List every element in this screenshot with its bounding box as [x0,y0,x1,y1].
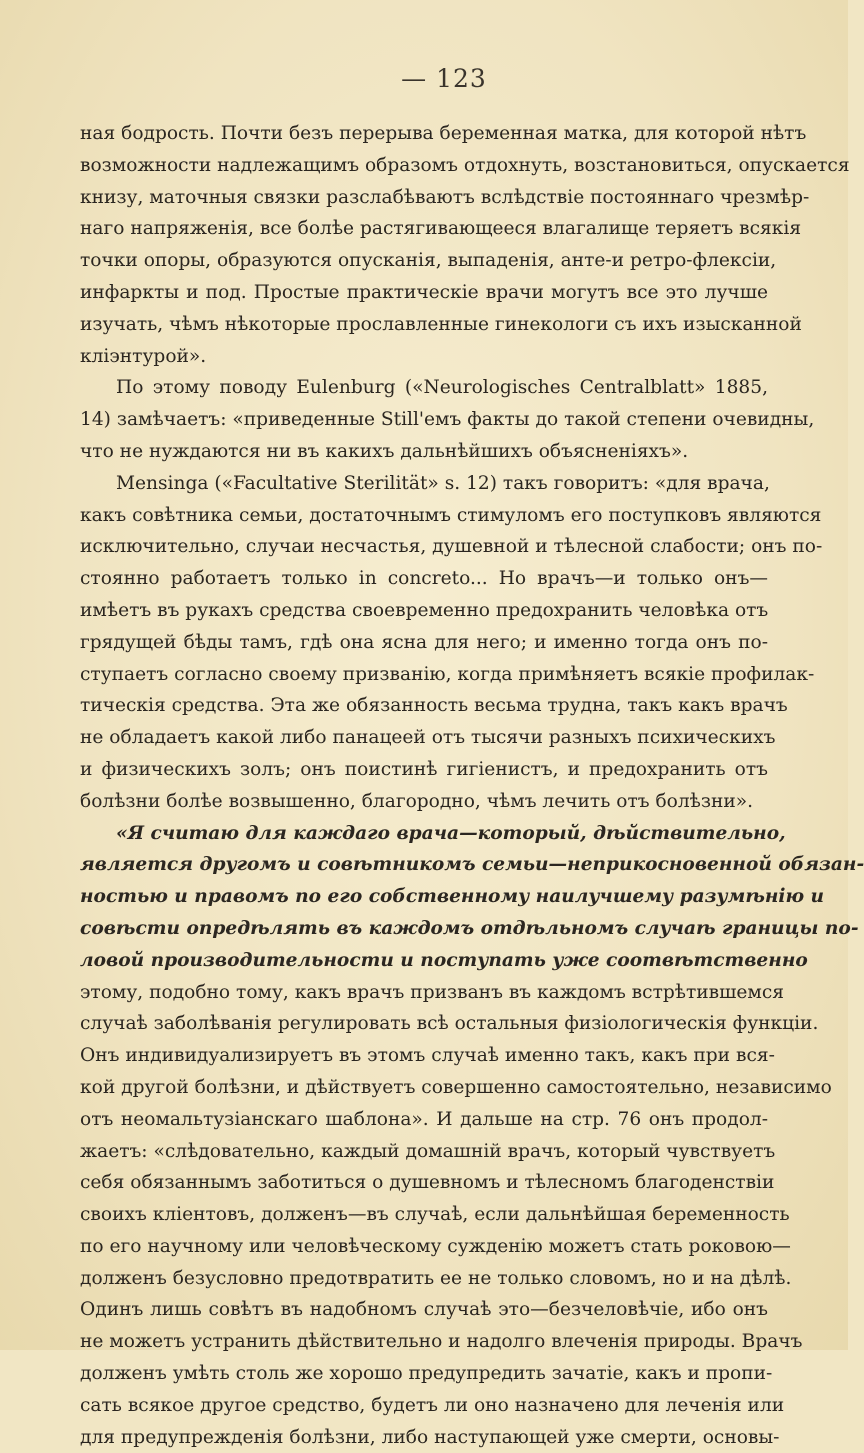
text-line: стоянно работаетъ только in concreto... Но врачъ—и только онъ— [80,568,768,590]
text-line: долженъ безусловно предотвратить ее не только словомъ, но и на дѣлѣ. [80,1267,792,1289]
body-text [80,118,864,1453]
text-line: ностью и правомъ по его собственному наилучшему разумѣнію и [80,886,825,908]
text-line: по его научному или человѣческому сужденію можетъ стать роковою— [80,1235,791,1257]
text-line: не обладаетъ какой либо панацеей отъ тысячи разныхъ психическихъ [80,727,776,749]
text-line: является другомъ и совѣтникомъ семьи—неприкосновенной обязан- [80,854,864,876]
text-line: себя обязаннымъ заботиться о душевномъ и тѣлесномъ благоденствіи [80,1172,775,1194]
text-line: изучать, чѣмъ нѣкоторые прославленные гинекологи съ ихъ изысканной [80,313,802,335]
text-line: ступаетъ согласно своему призванію, когда примѣняетъ всякіе профилак- [80,663,815,685]
text-line: точки опоры, образуются опусканія, выпаденія, анте-и ретро-флексіи, [80,250,777,272]
text-line: книзу, маточныя связки разслабѣваютъ вслѣдствіе постояннаго чрезмѣр- [80,186,810,208]
text-line: исключительно, случаи несчастья, душевной и тѣлесной слабости; онъ по- [80,536,823,558]
text-line: долженъ умѣть столь же хорошо предупредить зачатіе, какъ и пропи- [80,1363,773,1385]
text-line: грядущей бѣды тамъ, гдѣ она ясна для него; и именно тогда онъ по- [80,631,768,653]
text-line: Онъ индивидуализируетъ въ этомъ случаѣ именно такъ, какъ при вся- [80,1045,775,1067]
text-line: болѣзни болѣе возвышенно, благородно, чѣмъ лечить отъ болѣзни». [80,790,754,812]
text-line: ловой производительности и поступать уже соотвѣтственно [80,949,808,971]
text-line: этому, подобно тому, какъ врачъ призванъ въ каждомъ встрѣтившемся [80,981,785,1003]
text-line: По этому поводу Eulenburg («Neurologisches Centralblatt» 1885, [116,377,768,399]
page-number: — 123 [401,64,487,93]
text-line: своихъ кліентовъ, долженъ—въ случаѣ, если дальнѣйшая беременность [80,1204,790,1226]
text-line: наго напряженія, все болѣе растягивающееся влагалище теряетъ всякія [80,218,802,240]
text-line: что не нуждаются ни въ какихъ дальнѣйшихъ объясненіяхъ». [80,440,689,462]
text-line: случаѣ заболѣванія регулировать всѣ остальныя физіологическія функціи. [80,1013,819,1035]
text-line: отъ неомальтузіанскаго шаблона». И дальше на стр. 76 онъ продол- [80,1108,768,1130]
text-line: инфаркты и под. Простые практическіе врачи могутъ все это лучше [80,281,768,303]
text-line: для предупрежденія болѣзни, либо наступающей уже смерти, основы- [80,1426,780,1448]
text-line: кой другой болѣзни, и дѣйствуетъ совершенно самостоятельно, независимо [80,1076,832,1098]
text-line: «Я считаю для каждаго врача—который, дѣйствительно, [116,822,786,844]
text-line: кліэнтурой». [80,345,207,367]
text-line: Mensinga («Facultative Sterilität» s. 12) такъ говоритъ: «для врача, [116,472,770,494]
text-line: и физическихъ золъ; онъ поистинѣ гигіенистъ, и предохранить отъ [80,758,768,780]
text-line: не можетъ устранить дѣйствительно и надолго влеченія природы. Врачъ [80,1331,803,1353]
text-line: какъ совѣтника семьи, достаточнымъ стимуломъ его поступковъ являются [80,504,822,526]
text-line: ная бодрость. Почти безъ перерыва беременная матка, для которой нѣтъ [80,123,807,144]
text-line: тическія средства. Эта же обязанность весьма трудна, такъ какъ врачъ [80,695,788,717]
text-line: совѣсти опредѣлять въ каждомъ отдѣльномъ случаѣ границы по- [80,917,859,939]
text-line: сать всякое другое средство, будетъ ли оно назначено для леченія или [80,1394,785,1416]
text-line: жаетъ: «слѣдовательно, каждый домашній врачъ, который чувствуетъ [80,1140,776,1162]
text-line: 14) замѣчаетъ: «приведенные Still'емъ факты до такой степени очевидны, [80,409,815,431]
text-line: имѣетъ въ рукахъ средства своевременно предохранить человѣка отъ [80,599,769,621]
text-line: возможности надлежащимъ образомъ отдохнуть, возстановиться, опускается [80,154,850,176]
text-line: Одинъ лишь совѣтъ въ надобномъ случаѣ это—безчеловѣчіе, ибо онъ [80,1299,768,1321]
